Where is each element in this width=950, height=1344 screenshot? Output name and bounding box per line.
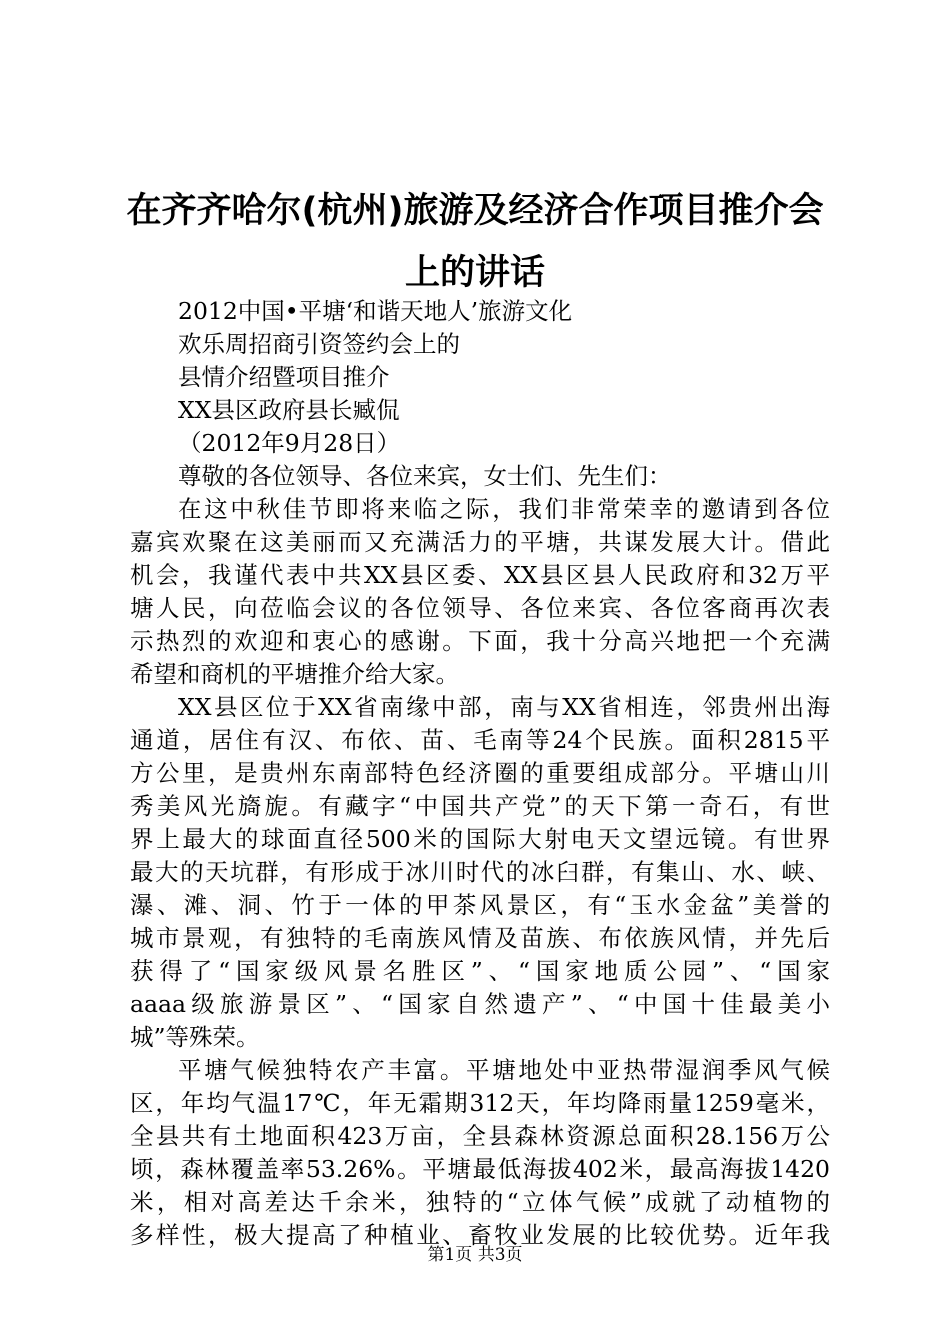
- paragraph-line: 区，年均气温17℃，年无霜期312天，年均降雨量1259毫米，: [130, 1089, 830, 1117]
- paragraph-line: 通道，居住有汉、布依、苗、毛南等24个民族。面积2815平: [130, 726, 830, 754]
- title-line-1: 在齐齐哈尔(杭州)旅游及经济合作项目推介会: [126, 191, 824, 231]
- page-footer: 第1页 共3页: [427, 1245, 523, 1265]
- paragraph-line: 塘人民，向莅临会议的各位领导、各位来宾、各位客商再次表: [130, 594, 830, 622]
- salutation-line: 尊敬的各位领导、各位来宾，女士们、先生们：: [178, 462, 672, 490]
- paragraph-line: 希望和商机的平塘推介给大家。: [130, 660, 459, 688]
- paragraph-line: 获得了“国家级风景名胜区”、“国家地质公园”、“国家: [130, 957, 830, 985]
- paragraph-line: 全县共有土地面积423万亩，全县森林资源总面积28.156万公: [130, 1122, 830, 1150]
- paragraph-line: 城市景观，有独特的毛南族风情及苗族、布依族风情，并先后: [130, 924, 830, 952]
- paragraph-line: XX县区位于XX省南缘中部，南与XX省相连，邻贵州出海: [178, 693, 830, 721]
- subtitle-line: 欢乐周招商引资签约会上的: [178, 330, 460, 358]
- paragraph-line: 多样性，极大提高了种植业、畜牧业发展的比较优势。近年我: [130, 1221, 830, 1249]
- paragraph-line: 最大的天坑群，有形成于冰川时代的冰臼群，有集山、水、峡、: [130, 858, 830, 886]
- document-body: [130, 295, 830, 1252]
- date-line: （2012年9月28日）: [178, 429, 401, 457]
- paragraph-line: 米，相对高差达千余米，独特的“立体气候”成就了动植物的: [130, 1188, 830, 1216]
- speaker-line: XX县区政府县长臧侃: [178, 396, 400, 424]
- paragraph-line: 瀑、滩、洞、竹于一体的甲茶风景区，有“玉水金盆”美誉的: [130, 891, 830, 919]
- paragraph-line: 界上最大的球面直径500米的国际大射电天文望远镜。有世界: [130, 825, 830, 853]
- paragraph-line: aaaa级旅游景区”、“国家自然遗产”、“中国十佳最美小: [130, 990, 830, 1018]
- paragraph-line: 在这中秋佳节即将来临之际，我们非常荣幸的邀请到各位: [178, 495, 830, 523]
- paragraph-line: 城”等殊荣。: [130, 1023, 260, 1051]
- paragraph-line: 示热烈的欢迎和衷心的感谢。下面，我十分高兴地把一个充满: [130, 627, 830, 655]
- paragraph-line: 方公里，是贵州东南部特色经济圈的重要组成部分。平塘山川: [130, 759, 830, 787]
- subtitle-line: 2012中国•平塘‘和谐天地人’旅游文化: [178, 297, 573, 325]
- subtitle-line: 县情介绍暨项目推介: [178, 363, 390, 391]
- paragraph-line: 秀美风光旖旎。有藏字“中国共产党”的天下第一奇石，有世: [130, 792, 830, 820]
- paragraph-line: 机会，我谨代表中共XX县区委、XX县区县人民政府和32万平: [130, 561, 830, 589]
- paragraph-line: 顷，森林覆盖率53.26%。平塘最低海拔402米，最高海拔1420: [130, 1155, 830, 1183]
- document-title: [100, 180, 850, 304]
- title-line-2: 上的讲话: [404, 253, 545, 293]
- paragraph-line: 平塘气候独特农产丰富。平塘地处中亚热带湿润季风气候: [178, 1056, 830, 1084]
- paragraph-line: 嘉宾欢聚在这美丽而又充满活力的平塘，共谋发展大计。借此: [130, 528, 830, 556]
